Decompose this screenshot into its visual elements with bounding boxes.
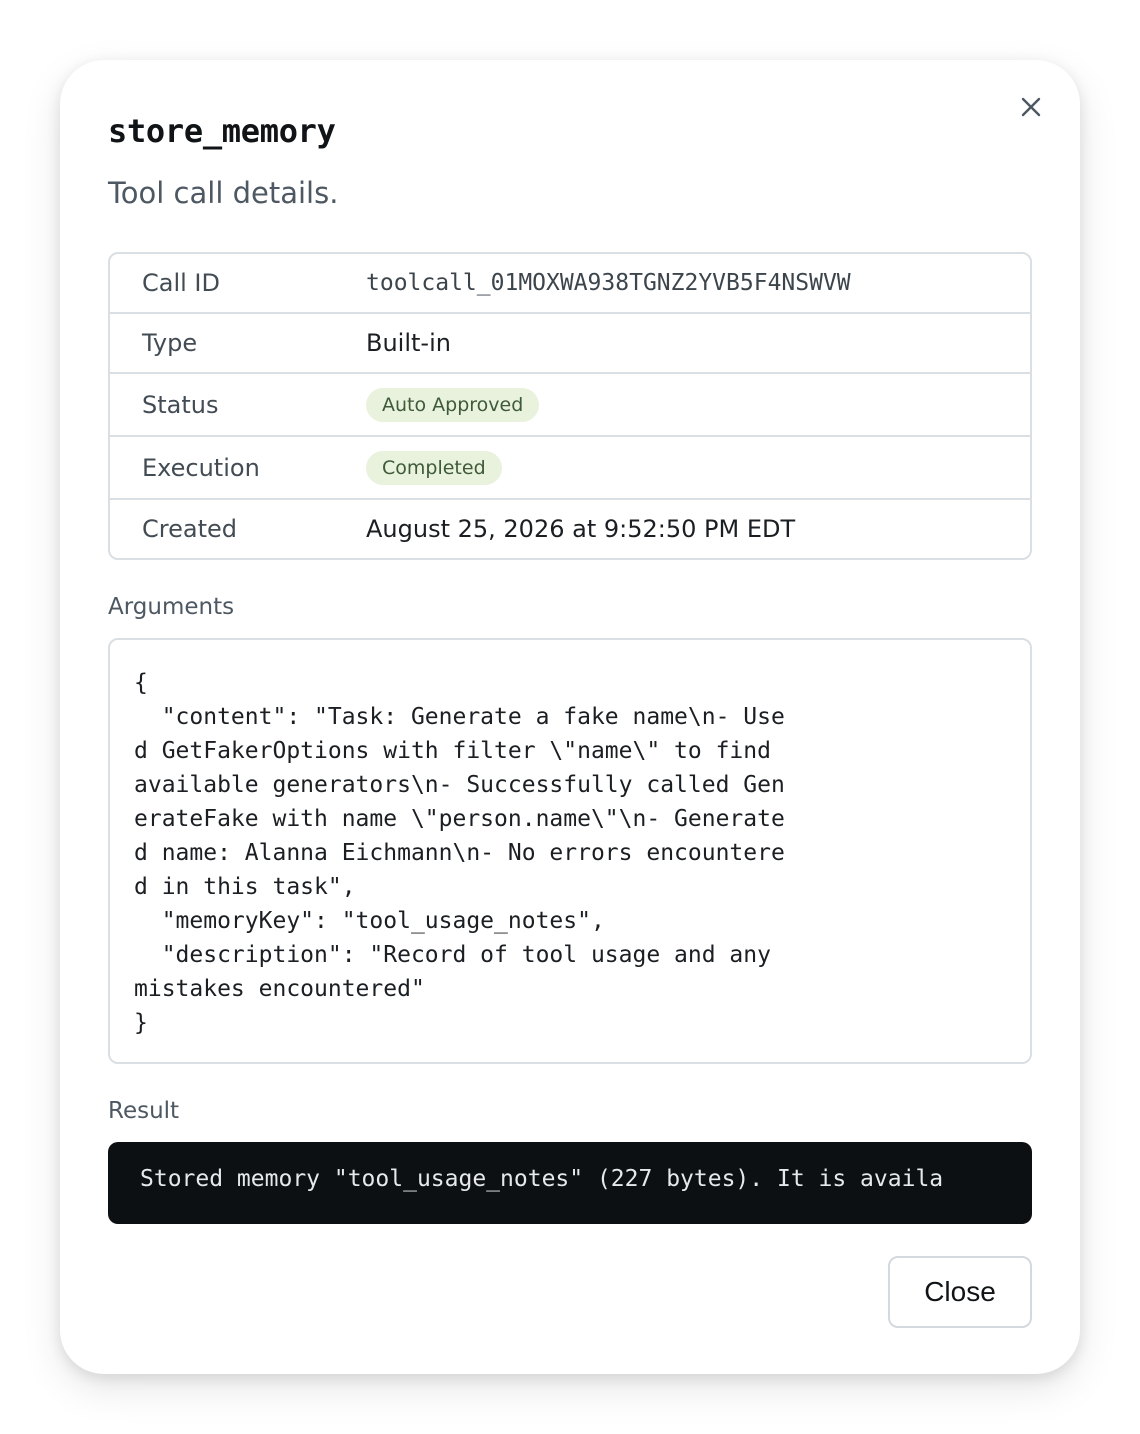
tool-call-dialog <box>60 60 1080 1374</box>
details-row-status <box>110 374 1030 437</box>
execution-label: Execution <box>142 453 260 482</box>
type-value: Built-in <box>366 329 451 357</box>
type-label: Type <box>142 329 198 357</box>
execution-badge: Completed <box>366 451 502 485</box>
arguments-code-block <box>108 638 1032 1064</box>
details-row-type <box>110 314 1030 374</box>
dialog-subtitle: Tool call details. <box>108 176 339 210</box>
dialog-title: store_memory <box>108 112 336 150</box>
call-id-value: toolcall_01MOXWA938TGNZ2YVB5F4NSWVW <box>366 270 851 296</box>
created-label: Created <box>142 515 237 543</box>
arguments-label: Arguments <box>108 594 235 620</box>
arguments-json: { "content": "Task: Generate a fake name\n- Use d GetFakerOptions with filter \"name\" to find available generators\n- Successfully called Gen erateFake with name \"person.name\"\n- Generate d name: Alanna Eichmann\n- No errors encountere d in this task", "memoryKey": "tool_usage_notes", "description": "Record of tool usage and any mistakes encountered" } <box>134 670 785 1036</box>
result-text: Stored memory "tool_usage_notes" (227 bytes). It is availa <box>140 1166 944 1192</box>
details-row-execution <box>110 437 1030 500</box>
created-value: August 25, 2026 at 9:52:50 PM EDT <box>366 515 796 543</box>
result-label: Result <box>108 1098 180 1124</box>
status-label: Status <box>142 390 219 419</box>
details-table <box>108 252 1032 560</box>
result-code-block[interactable] <box>108 1142 1032 1224</box>
close-button[interactable]: Close <box>888 1256 1032 1328</box>
details-row-created <box>110 500 1030 558</box>
call-id-label: Call ID <box>142 269 220 297</box>
details-row-call-id <box>110 254 1030 314</box>
status-badge: Auto Approved <box>366 388 539 422</box>
close-icon[interactable] <box>1016 92 1046 122</box>
